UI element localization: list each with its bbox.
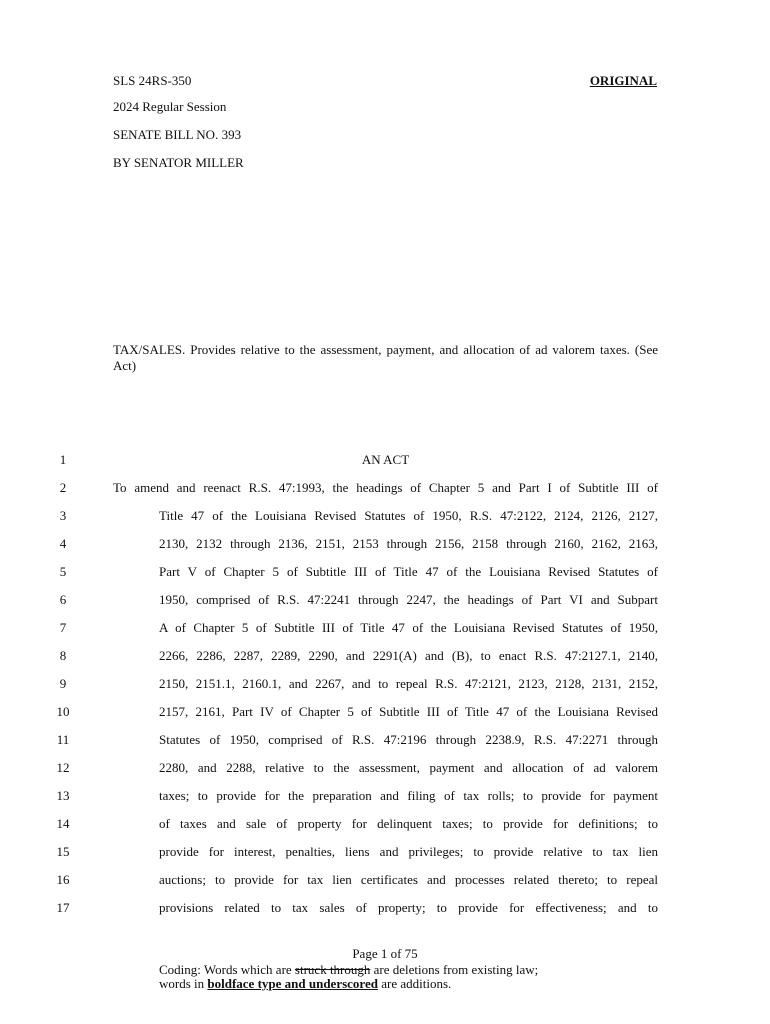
struck-through-sample: struck through [294,962,371,977]
line-number: 14 [56,816,70,831]
coding-text: are deletions from existing law; [370,962,539,977]
page-number: Page 1 of 75 [352,946,418,961]
bill-author: BY SENATOR MILLER [113,155,244,170]
line-number: 4 [59,536,67,551]
line-number: 8 [59,648,67,663]
coding-text: are additions. [377,976,452,991]
line-text: taxes; to provide for the preparation and filing of tax rolls; to provide for payment [159,788,658,803]
boldface-underscored-sample: boldface type and underscored [207,976,378,991]
document-id: SLS 24RS-350 [113,73,192,88]
page-footer [0,946,770,991]
line-text: 2157, 2161, Part IV of Chapter 5 of Subtitle III of Title 47 of the Louisiana Revised [159,704,658,719]
line-number: 1 [59,452,67,467]
line-text: provisions related to tax sales of property; to provide for effectiveness; and to [159,900,658,915]
line-number: 13 [56,788,70,803]
bill-line [0,786,770,806]
status-label: ORIGINAL [589,73,657,88]
bill-summary: TAX/SALES. Provides relative to the assessment, payment, and allocation of ad valorem taxes. (See Act) [113,342,658,373]
line-text: Part V of Chapter 5 of Subtitle III of Title 47 of the Louisiana Revised Statutes of [159,564,658,579]
line-number: 3 [59,508,67,523]
session-label: 2024 Regular Session [113,99,227,114]
bill-line [0,590,770,610]
bill-line [0,870,770,890]
coding-line-1 [159,963,629,977]
bill-line [0,730,770,750]
line-text: of taxes and sale of property for delinquent taxes; to provide for definitions; to [159,816,658,831]
line-number: 11 [56,732,70,747]
act-heading: AN ACT [361,452,410,467]
line-text: 2150, 2151.1, 2160.1, and 2267, and to repeal R.S. 47:2121, 2123, 2128, 2131, 2152, [159,676,658,691]
line-number: 5 [59,564,67,579]
line-number: 6 [59,592,67,607]
line-text: 2266, 2286, 2287, 2289, 2290, and 2291(A) and (B), to enact R.S. 47:2127.1, 2140, [159,648,658,663]
line-text: To amend and reenact R.S. 47:1993, the headings of Chapter 5 and Part I of Subtitle III of [113,480,658,495]
bill-line [0,758,770,778]
coding-line-2 [159,977,629,991]
line-text: Statutes of 1950, comprised of R.S. 47:2196 through 2238.9, R.S. 47:2271 through [159,732,658,747]
line-number: 10 [56,704,70,719]
bill-line [0,506,770,526]
coding-text: Coding: Words which are [159,962,295,977]
line-number: 9 [59,676,67,691]
bill-number: SENATE BILL NO. 393 [113,127,242,142]
bill-line [0,646,770,666]
bill-line [0,478,770,498]
line-text: Title 47 of the Louisiana Revised Statutes of 1950, R.S. 47:2122, 2124, 2126, 2127, [159,508,658,523]
line-number: 2 [59,480,67,495]
bill-line [0,618,770,638]
line-text: auctions; to provide for tax lien certificates and processes related thereto; to repeal [159,872,658,887]
bill-line [0,842,770,862]
line-text: 2280, and 2288, relative to the assessment, payment and allocation of ad valorem [159,760,658,775]
bill-line [0,534,770,554]
coding-text: words in [159,976,208,991]
line-number: 15 [56,844,70,859]
bill-line [0,674,770,694]
line-number: 16 [56,872,70,887]
line-text: A of Chapter 5 of Subtitle III of Title 47 of the Louisiana Revised Statutes of 1950, [159,620,658,635]
line-text: 1950, comprised of R.S. 47:2241 through 2247, the headings of Part VI and Subpart [159,592,658,607]
line-text: provide for interest, penalties, liens and privileges; to provide relative to tax lien [159,844,658,859]
line-number: 17 [56,900,70,915]
bill-line [0,450,770,470]
bill-line [0,702,770,722]
line-text: 2130, 2132 through 2136, 2151, 2153 through 2156, 2158 through 2160, 2162, 2163, [159,536,658,551]
line-number: 12 [56,760,70,775]
bill-line [0,814,770,834]
line-number: 7 [59,620,67,635]
bill-line [0,898,770,918]
coding-legend [159,963,629,991]
bill-line [0,562,770,582]
